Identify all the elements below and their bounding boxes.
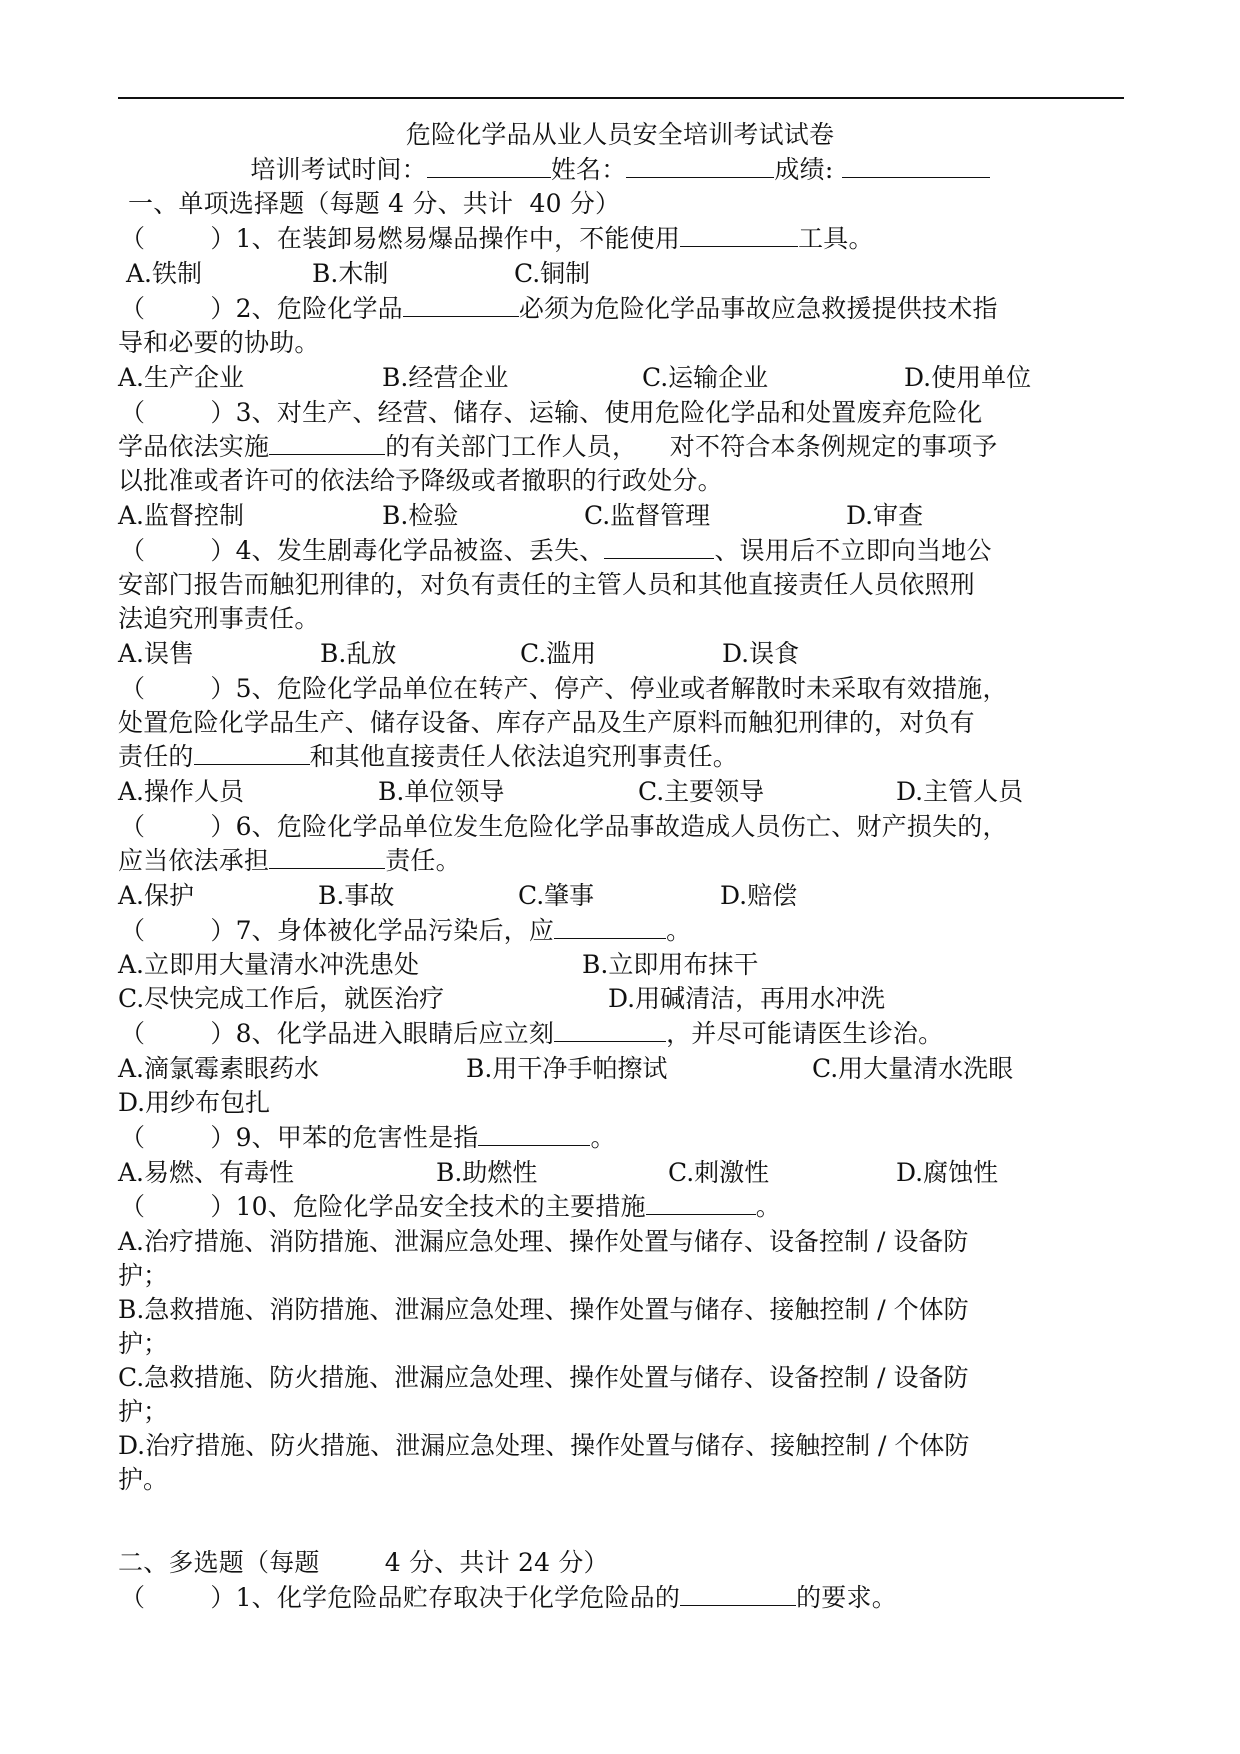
q9-option-b[interactable]: B.助燃性 (436, 1158, 538, 1187)
question-6: （ ）6、危险化学品单位发生危险化学品事故造成人员伤亡、财产损失的， (120, 812, 1008, 841)
answer-blank (403, 292, 519, 317)
time-field[interactable] (427, 153, 551, 178)
q4-option-c[interactable]: C.滥用 (520, 639, 597, 668)
answer-blank (680, 1581, 796, 1606)
q5-option-a[interactable]: A.操作人员 (118, 777, 245, 806)
question-4: （ ）4、发生剧毒化学品被盗、丢失、 、误用后不立即向当地公 (120, 536, 992, 565)
question-1: （ ）1、在装卸易燃易爆品操作中，不能使用 工具。 (120, 224, 874, 253)
answer-blank (269, 430, 385, 455)
answer-blank (554, 1017, 666, 1042)
q6-option-b[interactable]: B.事故 (318, 881, 395, 910)
section2-question-1: （ ）1、化学危险品贮存取决于化学危险品的 的要求。 (120, 1583, 897, 1612)
question-8: （ ）8、化学品进入眼睛后应立刻 ，并尽可能请医生诊治。 (120, 1019, 944, 1048)
q10-option-d[interactable]: D.治疗措施、防火措施、泄漏应急处理、操作处置与储存、接触控制 / 个体防 (118, 1431, 970, 1460)
page-title: 危险化学品从业人员安全培训考试试卷 (405, 120, 835, 149)
q10-option-a-cont: 护； (118, 1261, 169, 1290)
question-2-cont: 导和必要的协助。 (118, 328, 320, 357)
name-label: 姓名： (550, 155, 627, 184)
answer-blank (478, 1121, 590, 1146)
answer-blank (646, 1190, 756, 1215)
q10-option-a[interactable]: A.治疗措施、消防措施、泄漏应急处理、操作处置与储存、设备控制 / 设备防 (118, 1227, 969, 1256)
q6-option-d[interactable]: D.赔偿 (720, 881, 798, 910)
question-2: （ ）2、危险化学品 必须为危险化学品事故应急救援提供技术指 (120, 294, 998, 323)
q9-option-a[interactable]: A.易燃、有毒性 (118, 1158, 295, 1187)
q2-option-a[interactable]: A.生产企业 (118, 363, 245, 392)
answer-blank (194, 740, 310, 765)
q9-option-d[interactable]: D.腐蚀性 (896, 1158, 999, 1187)
q5-option-c[interactable]: C.主要领导 (638, 777, 765, 806)
q5-option-d[interactable]: D.主管人员 (896, 777, 1024, 806)
question-9: （ ）9、甲苯的危害性是指 。 (120, 1123, 616, 1152)
q10-option-c-cont: 护； (118, 1397, 169, 1426)
q8-option-c[interactable]: C.用大量清水洗眼 (812, 1054, 1014, 1083)
question-5-cont: 处置危险化学品生产、储存设备、库存产品及生产原料而触犯刑律的，对负有 (118, 708, 975, 737)
q3-option-b[interactable]: B.检验 (382, 501, 459, 530)
q8-option-d[interactable]: D.用纱布包扎 (118, 1088, 271, 1117)
question-7: （ ）7、身体被化学品污染后，应 。 (120, 916, 692, 945)
question-10: （ ）10、危险化学品安全技术的主要措施 。 (120, 1192, 781, 1221)
q4-option-d[interactable]: D.误食 (722, 639, 800, 668)
answer-blank (680, 222, 798, 247)
q7-option-d[interactable]: D.用碱清洁，再用水冲洗 (608, 984, 886, 1013)
q3-option-d[interactable]: D.审查 (846, 501, 924, 530)
q3-option-a[interactable]: A.监督控制 (118, 501, 245, 530)
top-rule (118, 97, 1124, 99)
q4-option-b[interactable]: B.乱放 (320, 639, 397, 668)
answer-blank (604, 534, 714, 559)
exam-header (0, 153, 1240, 187)
q10-option-d-cont: 护。 (118, 1465, 169, 1494)
score-label: 成绩: (774, 155, 842, 184)
question-3: （ ）3、对生产、经营、储存、运输、使用危险化学品和处置废弃危险化 (120, 398, 983, 427)
score-field[interactable] (842, 153, 990, 178)
question-4-cont2: 法追究刑事责任。 (118, 604, 320, 633)
q1-option-a[interactable]: A.铁制 (126, 259, 203, 288)
q5-option-b[interactable]: B.单位领导 (378, 777, 505, 806)
q1-option-b[interactable]: B.木制 (312, 259, 389, 288)
question-5: （ ）5、危险化学品单位在转产、停产、停业或者解散时未采取有效措施， (120, 674, 1008, 703)
q2-option-b[interactable]: B.经营企业 (382, 363, 509, 392)
q9-option-c[interactable]: C.刺激性 (668, 1158, 770, 1187)
q6-option-a[interactable]: A.保护 (118, 881, 195, 910)
question-5-cont2: 责任的 和其他直接责任人依法追究刑事责任。 (118, 742, 739, 771)
answer-blank (269, 844, 385, 869)
q10-option-b-cont: 护； (118, 1329, 169, 1358)
q6-option-c[interactable]: C.肇事 (518, 881, 595, 910)
q1-option-c[interactable]: C.铜制 (514, 259, 591, 288)
q10-option-b[interactable]: B.急救措施、消防措施、泄漏应急处理、操作处置与储存、接触控制 / 个体防 (118, 1295, 969, 1324)
q2-option-d[interactable]: D.使用单位 (904, 363, 1032, 392)
q7-option-c[interactable]: C.尽快完成工作后，就医治疗 (118, 984, 445, 1013)
question-6-cont: 应当依法承担 责任。 (118, 846, 461, 875)
q10-option-c[interactable]: C.急救措施、防火措施、泄漏应急处理、操作处置与储存、设备控制 / 设备防 (118, 1363, 969, 1392)
time-label: 培训考试时间： (250, 155, 427, 184)
q7-option-a[interactable]: A.立即用大量清水冲洗患处 (118, 950, 420, 979)
q8-option-a[interactable]: A.滴氯霉素眼药水 (118, 1054, 320, 1083)
q7-option-b[interactable]: B.立即用布抹干 (582, 950, 759, 979)
question-3-cont: 学品依法实施 的有关部门工作人员， 对不符合本条例规定的事项予 (118, 432, 998, 461)
name-field[interactable] (626, 153, 774, 178)
section1-heading: 一、单项选择题（每题 4 分、共计 40 分） (128, 189, 621, 218)
q3-option-c[interactable]: C.监督管理 (584, 501, 711, 530)
question-3-cont2: 以批准或者许可的依法给予降级或者撤职的行政处分。 (118, 466, 723, 495)
q4-option-a[interactable]: A.误售 (118, 639, 195, 668)
question-4-cont: 安部门报告而触犯刑律的，对负有责任的主管人员和其他直接责任人员依照刑 (118, 570, 975, 599)
section2-heading: 二、多选题（每题 4 分、共计 24 分） (118, 1548, 609, 1577)
q2-option-c[interactable]: C.运输企业 (642, 363, 769, 392)
answer-blank (554, 914, 666, 939)
q8-option-b[interactable]: B.用干净手帕擦试 (466, 1054, 668, 1083)
